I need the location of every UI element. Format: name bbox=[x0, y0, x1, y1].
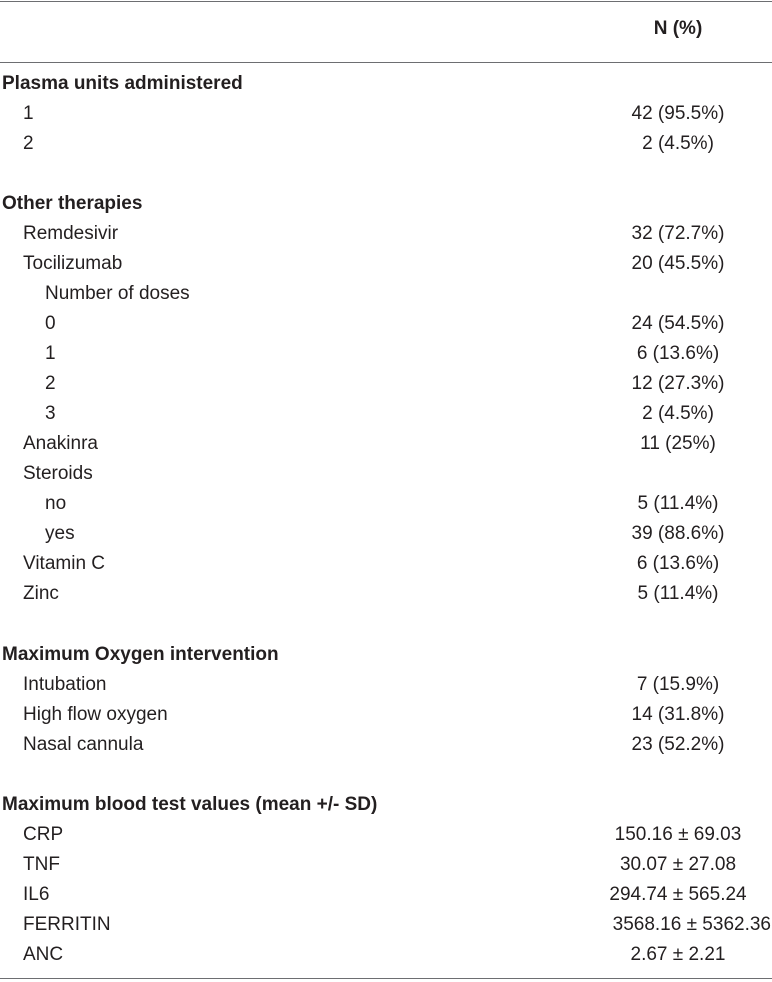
header-rule bbox=[0, 62, 772, 63]
row-value: 3568.16 ± 5362.36 bbox=[612, 914, 771, 935]
table-row bbox=[0, 99, 772, 129]
row-label: ANC bbox=[23, 944, 64, 965]
table-row bbox=[0, 339, 772, 369]
row-label: Tocilizumab bbox=[23, 253, 123, 274]
row-value: 5 (11.4%) bbox=[637, 493, 719, 514]
table-row bbox=[0, 279, 772, 309]
row-label: 1 bbox=[45, 343, 56, 364]
section-title: Maximum Oxygen intervention bbox=[2, 644, 279, 665]
row-label: FERRITIN bbox=[23, 914, 111, 935]
row-label: Anakinra bbox=[23, 433, 98, 454]
table-row bbox=[0, 489, 772, 519]
row-label: Nasal cannula bbox=[23, 734, 144, 755]
row-value: 24 (54.5%) bbox=[631, 313, 725, 334]
row-label: yes bbox=[45, 523, 75, 544]
row-label: 0 bbox=[45, 313, 56, 334]
row-value: 6 (13.6%) bbox=[636, 553, 720, 574]
row-label: TNF bbox=[23, 854, 60, 875]
row-label: Vitamin C bbox=[23, 553, 106, 574]
section-title: Maximum blood test values (mean +/- SD) bbox=[2, 794, 378, 815]
section-heading-oxygen bbox=[0, 640, 772, 670]
table-row bbox=[0, 670, 772, 700]
table-row bbox=[0, 519, 772, 549]
row-value: 2 (4.5%) bbox=[642, 133, 714, 154]
column-header-n: N (%) bbox=[653, 18, 703, 39]
table-row bbox=[0, 399, 772, 429]
row-value: 150.16 ± 69.03 bbox=[614, 824, 742, 845]
section-title: Other therapies bbox=[2, 193, 143, 214]
table-row bbox=[0, 429, 772, 459]
table-row bbox=[0, 579, 772, 609]
table-row bbox=[0, 309, 772, 339]
row-value: 32 (72.7%) bbox=[631, 223, 725, 244]
row-label: 2 bbox=[45, 373, 56, 394]
row-label: Zinc bbox=[23, 583, 59, 604]
row-value: 30.07 ± 27.08 bbox=[619, 854, 737, 875]
row-value: 12 (27.3%) bbox=[631, 373, 725, 394]
row-label: CRP bbox=[23, 824, 64, 845]
section-heading-other-therapies bbox=[0, 189, 772, 219]
table-row bbox=[0, 249, 772, 279]
table-row bbox=[0, 910, 772, 940]
row-value: 20 (45.5%) bbox=[631, 253, 725, 274]
table-row bbox=[0, 820, 772, 850]
row-label: IL6 bbox=[23, 884, 50, 905]
table-row bbox=[0, 880, 772, 910]
row-label: 2 bbox=[23, 133, 34, 154]
row-value: 14 (31.8%) bbox=[631, 704, 725, 725]
row-label: 3 bbox=[45, 403, 56, 424]
row-value: 294.74 ± 565.24 bbox=[609, 884, 747, 905]
table-row bbox=[0, 459, 772, 489]
row-value: 7 (15.9%) bbox=[636, 674, 720, 695]
row-label: Steroids bbox=[23, 463, 93, 484]
table-row bbox=[0, 940, 772, 970]
row-value: 23 (52.2%) bbox=[631, 734, 725, 755]
table-top-rule bbox=[0, 1, 772, 2]
table-row bbox=[0, 369, 772, 399]
row-label: 1 bbox=[23, 103, 34, 124]
table-row bbox=[0, 219, 772, 249]
row-value: 2 (4.5%) bbox=[642, 403, 714, 424]
row-value: 42 (95.5%) bbox=[631, 103, 725, 124]
row-label: Number of doses bbox=[45, 283, 190, 304]
table-bottom-rule bbox=[0, 978, 772, 979]
table-row bbox=[0, 549, 772, 579]
table-row bbox=[0, 850, 772, 880]
row-value: 5 (11.4%) bbox=[637, 583, 719, 604]
row-value: 6 (13.6%) bbox=[636, 343, 720, 364]
row-label: no bbox=[45, 493, 67, 514]
table-row bbox=[0, 730, 772, 760]
row-value: 39 (88.6%) bbox=[631, 523, 725, 544]
row-label: Remdesivir bbox=[23, 223, 119, 244]
table-row bbox=[0, 700, 772, 730]
section-title: Plasma units administered bbox=[2, 73, 243, 94]
section-heading-plasma-units bbox=[0, 69, 772, 99]
row-label: High flow oxygen bbox=[23, 704, 168, 725]
table-row bbox=[0, 129, 772, 159]
section-heading-blood-tests bbox=[0, 790, 772, 820]
row-value: 2.67 ± 2.21 bbox=[630, 944, 726, 965]
row-value: 11 (25%) bbox=[640, 433, 716, 454]
row-label: Intubation bbox=[23, 674, 107, 695]
